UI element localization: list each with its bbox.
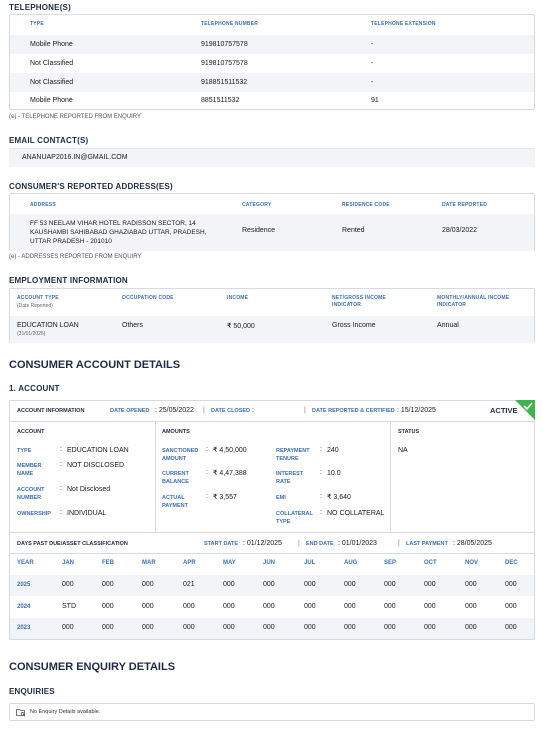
dpd-month-header: JAN bbox=[62, 560, 75, 566]
cell-extension: - bbox=[371, 79, 374, 86]
sanctioned-value: ₹ 4,50,000 bbox=[213, 447, 247, 454]
th-net-gross-2: INDICATOR bbox=[332, 302, 362, 308]
dpd-cell: 000 bbox=[505, 581, 517, 588]
end-date-value: : 01/01/2023 bbox=[338, 540, 377, 547]
last-payment-label: LAST PAYMENT bbox=[406, 541, 448, 547]
account-info-header: ACCOUNT INFORMATION DATE OPENED : 25/05/2022 | DATE CLOSED : | DATE REPORTED & CERTIFIED : 15/12/2025 ACTIVE bbox=[10, 401, 534, 422]
col-account-label: ACCOUNT bbox=[17, 429, 45, 435]
dpd-cell: 000 bbox=[304, 581, 316, 588]
current-balance-value: ₹ 4,47,388 bbox=[213, 470, 247, 477]
actual-payment-value: ₹ 3,557 bbox=[213, 494, 237, 501]
email-value: ANANUAP2016.IN@GMAIL.COM bbox=[22, 154, 128, 161]
address-line-2: KAUSHAMBI SAHIBABAD GHAZIABAD UTTAR, PRADESH, bbox=[30, 229, 207, 236]
address-line-3: UTTAR PRADESH - 201010 bbox=[30, 238, 112, 245]
dpd-cell: 000 bbox=[465, 603, 477, 610]
th-net-gross: NET/GROSS INCOME bbox=[332, 295, 387, 301]
member-value: NOT DISCLOSED bbox=[67, 462, 125, 469]
dpd-cell: 000 bbox=[344, 603, 356, 610]
dpd-cell: STD bbox=[62, 603, 76, 610]
th-extension: TELEPHONE EXTENSION bbox=[371, 21, 436, 27]
type-label: TYPE bbox=[17, 448, 32, 454]
folder-search-icon bbox=[16, 708, 26, 717]
col-status-label: STATUS bbox=[398, 429, 420, 435]
dpd-cell: 000 bbox=[505, 624, 517, 631]
dpd-cell: 000 bbox=[424, 581, 436, 588]
dpd-cell: 000 bbox=[344, 581, 356, 588]
account-number-value: Not Disclosed bbox=[67, 486, 111, 493]
member-label: MEMBER NAME bbox=[17, 463, 42, 477]
dpd-month-header: APR bbox=[183, 560, 196, 566]
enquiry-title: CONSUMER ENQUIRY DETAILS bbox=[9, 661, 176, 673]
dpd-cell: 000 bbox=[505, 603, 517, 610]
telephones-title: TELEPHONE(S) bbox=[9, 3, 71, 12]
collateral-value: NO COLLATERAL bbox=[327, 510, 385, 517]
start-date-value: : 01/12/2025 bbox=[243, 540, 282, 547]
employment-account-date: (31/01/2025) bbox=[17, 331, 46, 337]
table-row bbox=[10, 92, 534, 111]
email-title: EMAIL CONTACT(S) bbox=[9, 136, 89, 145]
address-title: CONSUMER'S REPORTED ADDRESS(ES) bbox=[9, 182, 173, 191]
dpd-month-header: FEB bbox=[102, 560, 114, 566]
dpd-month-header: AUG bbox=[344, 560, 358, 566]
cell-number: 918851511532 bbox=[201, 79, 248, 86]
dpd-year: 2023 bbox=[17, 625, 31, 631]
employment-table bbox=[9, 288, 535, 343]
address-residence-code: Rented bbox=[342, 227, 365, 234]
current-balance-label: CURRENT BALANCE bbox=[162, 471, 189, 485]
table-row bbox=[10, 214, 534, 251]
employment-title: EMPLOYMENT INFORMATION bbox=[9, 276, 128, 285]
employment-monthly-annual: Annual bbox=[437, 322, 459, 329]
date-reported-label: DATE REPORTED & CERTIFIED bbox=[312, 408, 395, 414]
cell-number: 919810757578 bbox=[201, 60, 248, 67]
actual-payment-label: ACTUAL PAYMENT bbox=[162, 495, 188, 509]
dpd-cell: 000 bbox=[465, 581, 477, 588]
cell-extension: - bbox=[371, 41, 374, 48]
cell-extension: - bbox=[371, 60, 374, 67]
dpd-month-header: NOV bbox=[465, 560, 479, 566]
table-row bbox=[10, 73, 534, 92]
col-amounts-label: AMOUNTS bbox=[162, 429, 190, 435]
dpd-label: DAYS PAST DUE/ASSET CLASSIFICATION bbox=[17, 541, 128, 547]
dpd-cell: 000 bbox=[223, 581, 235, 588]
employment-occupation: Others bbox=[122, 322, 144, 329]
dpd-cell: 000 bbox=[263, 581, 275, 588]
table-row bbox=[10, 316, 534, 343]
dpd-cell: 000 bbox=[384, 581, 396, 588]
cell-number: 8851511532 bbox=[201, 97, 240, 104]
dpd-cell: 000 bbox=[102, 603, 114, 610]
account-card: ACCOUNT INFORMATION DATE OPENED : 25/05/2022 | DATE CLOSED : | DATE REPORTED & CERTIFIED : 15/12/2025 ACTIVE ACCOUNT AMOUNTS STATUS TYPE : EDUCATION LOAN MEMBER NAME : NOT DISCLOSED ACCOUNT NUMBER : Not Disclosed OWNERSHIP : INDIVIDUAL SANCTIONED AMOUNT : ₹ 4,50,000 CURRENT BALANCE : ₹ 4,47,388 ACTUAL PAYMENT : ₹ 3,557 REPAYMENT TENURE : 240 INTEREST RATE : 10.0 EMI : ₹ 3,640 COLLATERAL TYPE : NO COLLATERAL NA DAYS PAST DUE/ASSET CLASSIFICATION START DATE : 01/12/2025 | END DATE : 01/01/2023 | LAST PAYMENT : 28/05/2025 YEAR JAN FEB MAR APR MAY JUN JUL AUG SEP OCT NOV DEC 2025 000 000 000 021 000 000 000 000 000 000 000 000 2024 STD 000 000 000 000 000 000 000 000 000 000 000 2023 000 000 000 000 000 000 000 000 000 000 000 000 bbox=[9, 400, 535, 640]
ownership-value: INDIVIDUAL bbox=[67, 510, 107, 517]
dpd-month-header: SEP bbox=[384, 560, 397, 566]
cell-extension: 91 bbox=[371, 97, 379, 104]
employment-account-type: EDUCATION LOAN bbox=[17, 322, 79, 329]
th-occupation: OCCUPATION CODE bbox=[122, 295, 174, 301]
date-opened-label: DATE OPENED bbox=[110, 408, 150, 414]
interest-rate-value: 10.0 bbox=[327, 470, 341, 477]
th-type: TYPE bbox=[30, 21, 44, 27]
address-date-reported: 28/03/2022 bbox=[442, 227, 478, 234]
dpd-cell: 000 bbox=[142, 603, 154, 610]
account-info-label: ACCOUNT INFORMATION bbox=[17, 408, 85, 414]
dpd-cell: 000 bbox=[424, 624, 436, 631]
active-check-icon bbox=[515, 400, 535, 420]
end-date-label: END DATE bbox=[306, 541, 334, 547]
dpd-cell: 000 bbox=[263, 603, 275, 610]
dpd-month-header: OCT bbox=[424, 560, 437, 566]
date-closed-value: : bbox=[252, 407, 254, 414]
th-number: TELEPHONE NUMBER bbox=[201, 21, 259, 27]
account-details-title: CONSUMER ACCOUNT DETAILS bbox=[9, 359, 181, 371]
dpd-cell: 000 bbox=[102, 581, 114, 588]
dpd-cell: 000 bbox=[304, 624, 316, 631]
dpd-cell: 000 bbox=[344, 624, 356, 631]
th-monthly-annual: MONTHLY/ANNUAL INCOME bbox=[437, 295, 510, 301]
cell-type: Not Classified bbox=[30, 79, 74, 86]
cell-type: Not Classified bbox=[30, 60, 74, 67]
sanctioned-label: SANCTIONED AMOUNT bbox=[162, 448, 199, 462]
dpd-cell: 000 bbox=[424, 603, 436, 610]
emi-label: EMI bbox=[276, 495, 286, 501]
enquiry-empty-box bbox=[9, 703, 535, 721]
dpd-cell: 000 bbox=[384, 603, 396, 610]
address-category: Residence bbox=[242, 227, 276, 234]
collateral-label: COLLATERAL TYPE bbox=[276, 511, 313, 525]
enquiry-empty-text: No Enquiry Details available. bbox=[30, 709, 101, 715]
employment-net-gross: Gross Income bbox=[332, 322, 376, 329]
dpd-cell: 000 bbox=[142, 581, 154, 588]
dpd-cell: 000 bbox=[465, 624, 477, 631]
dpd-cell: 000 bbox=[384, 624, 396, 631]
enquiry-subtitle: ENQUIRIES bbox=[9, 687, 55, 696]
dpd-cell: 000 bbox=[183, 624, 195, 631]
status-value: NA bbox=[398, 447, 408, 454]
dpd-cell: 000 bbox=[223, 624, 235, 631]
type-value: EDUCATION LOAN bbox=[67, 447, 129, 454]
th-category: CATEGORY bbox=[242, 202, 272, 208]
account-subtitle: 1. ACCOUNT bbox=[9, 384, 60, 393]
th-monthly-annual-2: INDICATOR bbox=[437, 302, 467, 308]
employment-income: ₹ 50,000 bbox=[227, 323, 255, 330]
telephones-table bbox=[9, 14, 535, 110]
start-date-label: START DATE bbox=[204, 541, 239, 547]
dpd-month-header: MAR bbox=[142, 560, 156, 566]
telephones-note: (e) - TELEPHONE REPORTED FROM ENQUIRY bbox=[9, 114, 142, 120]
status-badge: ACTIVE bbox=[490, 406, 518, 415]
table-row bbox=[10, 54, 534, 73]
dpd-month-header: JUN bbox=[263, 560, 276, 566]
dpd-year: 2024 bbox=[17, 604, 31, 610]
th-account-type: ACCOUNT TYPE bbox=[17, 295, 59, 301]
date-opened-value: : 25/05/2022 bbox=[155, 407, 194, 414]
th-residence-code: RESIDENCE CODE bbox=[342, 202, 390, 208]
table-row bbox=[10, 35, 534, 54]
tenure-value: 240 bbox=[327, 447, 339, 454]
dpd-month-header: DEC bbox=[505, 560, 518, 566]
dpd-year: 2025 bbox=[17, 582, 31, 588]
cell-type: Mobile Phone bbox=[30, 41, 73, 48]
dpd-month-header: JUL bbox=[304, 560, 316, 566]
last-payment-value: : 28/05/2025 bbox=[453, 540, 492, 547]
dpd-cell: 021 bbox=[183, 581, 195, 588]
dpd-cell: 000 bbox=[62, 624, 74, 631]
dpd-cell: 000 bbox=[102, 624, 114, 631]
dpd-cell: 000 bbox=[183, 603, 195, 610]
th-address: ADDRESS bbox=[30, 202, 56, 208]
ownership-label: OWNERSHIP bbox=[17, 511, 51, 517]
dpd-cell: 000 bbox=[304, 603, 316, 610]
dpd-year-header: YEAR bbox=[17, 560, 34, 566]
account-number-label: ACCOUNT NUMBER bbox=[17, 487, 45, 501]
date-reported-value: : 15/12/2025 bbox=[397, 407, 436, 414]
interest-rate-label: INTEREST RATE bbox=[276, 471, 304, 485]
th-account-type-sub: (Date Reported) bbox=[17, 303, 53, 309]
th-date-reported: DATE REPORTED bbox=[442, 202, 488, 208]
email-row bbox=[9, 148, 535, 167]
date-closed-label: DATE CLOSED bbox=[211, 408, 251, 414]
cell-type: Mobile Phone bbox=[30, 97, 73, 104]
dpd-cell: 000 bbox=[62, 581, 74, 588]
tenure-label: REPAYMENT TENURE bbox=[276, 448, 310, 462]
address-note: (e) - ADDRESSES REPORTED FROM ENQUIRY bbox=[9, 254, 142, 260]
dpd-cell: 000 bbox=[223, 603, 235, 610]
dpd-cell: 000 bbox=[142, 624, 154, 631]
cell-number: 919810757578 bbox=[201, 41, 248, 48]
th-income: INCOME bbox=[227, 295, 249, 301]
address-table bbox=[9, 193, 535, 251]
dpd-cell: 000 bbox=[263, 624, 275, 631]
dpd-month-header: MAY bbox=[223, 560, 236, 566]
emi-value: ₹ 3,640 bbox=[327, 494, 351, 501]
address-line-1: FF 53 NEELAM VIHAR HOTEL RADISSON SECTOR, 14 bbox=[30, 220, 196, 227]
